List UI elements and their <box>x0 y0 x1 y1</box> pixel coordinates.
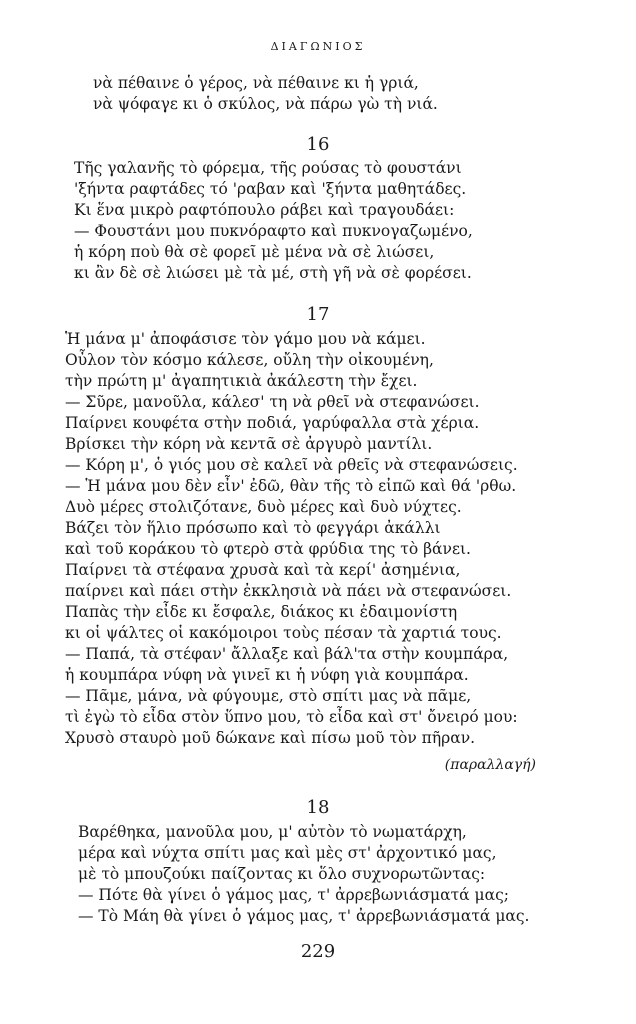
verse-line: — Πᾶμε, μάνα, νὰ φύγουμε, στὸ σπίτι μας νὰ πᾶμε, <box>65 687 472 705</box>
verse-line: μέρα καὶ νύχτα σπίτι μας καὶ μὲς στ' ἀρχοντικό μας, <box>78 844 497 862</box>
verse-line: παίρνει καὶ πάει στὴν ἐκκλησιὰ νὰ πάει νὰ στεφανώσει. <box>65 582 512 600</box>
poem-18-verse <box>78 822 529 927</box>
verse-line: — Παπά, τὰ στέφαν' ἄλλαξε καὶ βάλ'τα στὴν κουμπάρα, <box>65 645 509 663</box>
poem-number-16: 16 <box>306 134 330 155</box>
verse-line: — Σῦρε, μανοῦλα, κάλεσ' τη νὰ ρθεῖ νὰ στεφανώσει. <box>65 393 480 411</box>
verse-line: ἡ κόρη ποὺ θὰ σὲ φορεῖ μὲ μένα νὰ σὲ λιώσει, <box>74 243 435 261</box>
verse-line: Παίρνει τὰ στέφανα χρυσὰ καὶ τὰ κερί' ἀσημένια, <box>65 561 461 579</box>
page-number: 229 <box>300 941 336 962</box>
verse-line: νὰ πέθαινε ὁ γέρος, νὰ πέθαινε κι ἡ γριά, <box>93 74 419 92</box>
verse-line: Βρίσκει τὴν κόρη νὰ κεντᾶ σὲ ἀργυρὸ μαντίλι. <box>65 435 433 453</box>
poem-number-18: 18 <box>306 797 330 818</box>
verse-line: Παπὰς τὴν εἶδε κι ἔσφαλε, διάκος κι ἐδαιμονίστη <box>65 603 458 621</box>
verse-line: 'ξήντα ραφτάδες τό 'ραβαν καὶ 'ξήντα μαθητάδες. <box>74 180 467 198</box>
verse-line: ἡ κουμπάρα νύφη νὰ γινεῖ κι ἡ νύφη γιὰ κουμπάρα. <box>65 666 469 684</box>
verse-line: κι οἱ ψάλτες οἱ κακόμοιροι τοὺς πέσαν τὰ χαρτιά τους. <box>65 624 502 642</box>
verse-line: τὶ ἐγὼ τὸ εἶδα στὸν ὕπνο μου, τὸ εἶδα καὶ στ' ὄνειρό μου: <box>65 708 518 726</box>
verse-line: Τῆς γαλανῆς τὸ φόρεμα, τῆς ρούσας τὸ φουστάνι <box>74 159 462 177</box>
running-header: ΔΙΑΓΩΝΙΟΣ <box>270 40 366 53</box>
verse-line: Δυὸ μέρες στολιζότανε, δυὸ μέρες καὶ δυὸ νύχτες. <box>65 498 462 516</box>
verse-line: Ἡ μάνα μ' ἀποφάσισε τὸν γάμο μου νὰ κάμει. <box>65 330 426 348</box>
verse-line: Βάζει τὸν ἥλιο πρόσωπο καὶ τὸ φεγγάρι ἀκάλλι <box>65 519 441 537</box>
verse-line: κι ἂν δὲ σὲ λιώσει μὲ τὰ μέ, στὴ γῆ νὰ σὲ φορέσει. <box>74 264 472 282</box>
verse-line: — Κόρη μ', ὁ γιός μου σὲ καλεῖ νὰ ρθεῖς νὰ στεφανώσεις. <box>65 456 518 474</box>
verse-line: — Πότε θὰ γίνει ὁ γάμος μας, τ' ἀρρεβωνιάσματά μας; <box>78 886 509 904</box>
verse-line: — Ἡ μάνα μου δὲν εἶν' ἐδῶ, θὰν τῆς τὸ εἰπῶ καὶ θά 'ρθω. <box>65 477 517 495</box>
verse-line: Κι ἕνα μικρὸ ραφτόπουλο ράβει καὶ τραγουδάει: <box>74 201 455 219</box>
continuation-verse <box>93 73 438 115</box>
poem-16-verse <box>74 158 473 284</box>
verse-line: καὶ τοῦ κοράκου τὸ φτερὸ στὰ φρύδια της τὸ βάνει. <box>65 540 471 558</box>
verse-line: Παίρνει κουφέτα στὴν ποδιά, γαρύφαλλα στὰ χέρια. <box>65 414 480 432</box>
variant-note: (παραλλαγή) <box>444 757 536 773</box>
poem-17-verse <box>65 329 518 749</box>
verse-line: Χρυσὸ σταυρὸ μοῦ δώκανε καὶ πίσω μοῦ τὸν πῆραν. <box>65 729 476 747</box>
verse-line: — Τὸ Μάη θὰ γίνει ὁ γάμος μας, τ' ἀρρεβωνιάσματά μας. <box>78 907 530 925</box>
verse-line: Οὖλον τὸν κόσμο κάλεσε, οὔλη τὴν οἰκουμένη, <box>65 351 434 369</box>
verse-line: μὲ τὸ μπουζούκι παίζοντας κι ὅλο συχνορωτῶντας: <box>78 865 486 883</box>
verse-line: Βαρέθηκα, μανοῦλα μου, μ' αὐτὸν τὸ νωματάρχη, <box>78 823 467 841</box>
verse-line: — Φουστάνι μου πυκνόραφτο καὶ πυκνογαζωμένο, <box>74 222 473 240</box>
verse-line: νὰ ψόφαγε κι ὁ σκύλος, νὰ πάρω γὼ τὴ νιά. <box>93 95 438 113</box>
poem-number-17: 17 <box>306 304 330 325</box>
verse-line: τὴν πρώτη μ' ἀγαπητικιὰ ἀκάλεστη τὴν ἔχει. <box>65 372 418 390</box>
